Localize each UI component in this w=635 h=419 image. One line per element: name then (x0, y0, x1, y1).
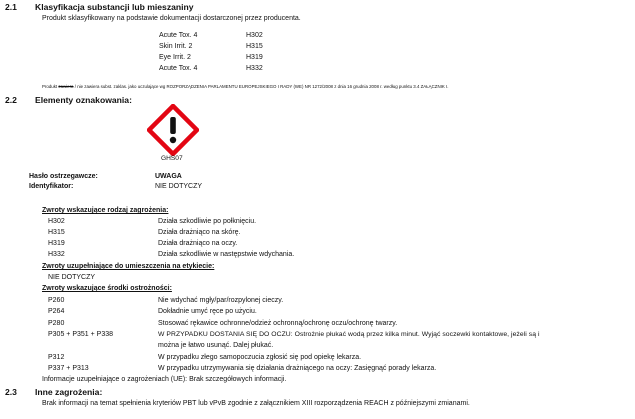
sensitiser-note-start: Produkt (42, 84, 58, 89)
hazard-code: H302 (48, 218, 65, 225)
sensitiser-note-rest: / nie zawiera subst. zaklas. jako uczulające wg ROZPORZĄDZENIA PARLAMENTU EUROPEJSKIEGO I RADY (WE) NR 1272/2008 z dnia 16 grudnia 2008 r. według punktu 3.4 ZAŁĄCZNIK I. (74, 84, 449, 89)
classification-class: Acute Tox. 4 (159, 65, 198, 72)
pictogram-code: GHS07 (161, 155, 183, 162)
exclamation-mark-diamond-icon (147, 104, 199, 156)
classification-class: Acute Tox. 4 (159, 32, 198, 39)
hazard-statements-heading: Zwroty wskazujące rodzaj zagrożenia: (42, 207, 169, 214)
section-2-2-number: 2.2 (5, 95, 17, 105)
precaution-code: P312 (48, 354, 65, 361)
identifier-label: Identyfikator: (29, 183, 74, 190)
identifier-value: NIE DOTYCZY (155, 183, 203, 190)
section-2-3-title: Inne zagrożenia: (35, 387, 103, 397)
section-2-1-number: 2.1 (5, 2, 17, 12)
sensitiser-note (42, 84, 448, 89)
section-2-1-title: Klasyfikacja substancji lub mieszaniny (35, 2, 194, 12)
signal-word-label: Hasło ostrzegawcze: (29, 173, 98, 180)
precaution-code: P337 + P313 (48, 365, 89, 372)
classification-code: H302 (246, 32, 263, 39)
supplemental-statements-heading: Zwroty uzupełniające do umieszczenia na etykiecie: (42, 263, 215, 270)
precaution-text: Nie wdychać mgły/par/rozpylonej cieczy. (158, 297, 284, 304)
classification-intro: Produkt sklasyfikowany na podstawie dokumentacji dostarczonej przez producenta. (42, 15, 301, 22)
precaution-text-continued: można je łatwo usunąć. Dalej płukać. (158, 342, 274, 349)
classification-code: H315 (246, 43, 263, 50)
precaution-code: P280 (48, 320, 65, 327)
other-hazards-text: Brak informacji na temat spełnienia kryteriów PBT lub vPvB zgodnie z załącznikiem XIII rozporządzenia REACH z późniejszymi zmianami. (42, 400, 470, 407)
section-2-3-number: 2.3 (5, 387, 17, 397)
section-2-2-title: Elementy oznakowania: (35, 95, 132, 105)
eu-hazard-info: Informacje uzupełniające o zagrożeniach (UE): Brak szczegółowych informacji. (42, 376, 287, 383)
hazard-text: Działa drażniąco na skórę. (158, 229, 241, 236)
sensitiser-note-struck: zawiera (58, 84, 74, 89)
classification-class: Eye Irrit. 2 (159, 54, 191, 61)
precaution-text: W przypadku złego samopoczucia zgłosić się pod opiekę lekarza. (158, 354, 362, 361)
ghs07-pictogram (147, 104, 199, 156)
hazard-code: H315 (48, 229, 65, 236)
precaution-code: P305 + P351 + P338 (48, 331, 113, 338)
hazard-text: Działa szkodliwie w następstwie wdychania. (158, 251, 295, 258)
signal-word-value: UWAGA (155, 173, 182, 180)
classification-code: H319 (246, 54, 263, 61)
precaution-text: W PRZYPADKU DOSTANIA SIĘ DO OCZU: Ostrożnie płukać wodą przez kilka minut. Wyjąć soczewki kontaktowe, jeżeli są i (158, 331, 540, 338)
precautionary-statements-heading: Zwroty wskazujące środki ostrożności: (42, 285, 172, 292)
precaution-code: P264 (48, 308, 65, 315)
classification-code: H332 (246, 65, 263, 72)
hazard-code: H332 (48, 251, 65, 258)
precaution-text: Stosować rękawice ochronne/odzież ochronną/ochronę oczu/ochronę twarzy. (158, 320, 398, 327)
classification-class: Skin Irrit. 2 (159, 43, 193, 50)
hazard-code: H319 (48, 240, 65, 247)
hazard-text: Działa szkodliwie po połknięciu. (158, 218, 257, 225)
hazard-text: Działa drażniąco na oczy. (158, 240, 238, 247)
precaution-code: P260 (48, 297, 65, 304)
supplemental-statements-value: NIE DOTYCZY (48, 274, 96, 281)
precaution-text: Dokładnie umyć ręce po użyciu. (158, 308, 257, 315)
precaution-text: W przypadku utrzymywania się działania drażniącego na oczy: Zasięgnąć porady lekarza. (158, 365, 437, 372)
